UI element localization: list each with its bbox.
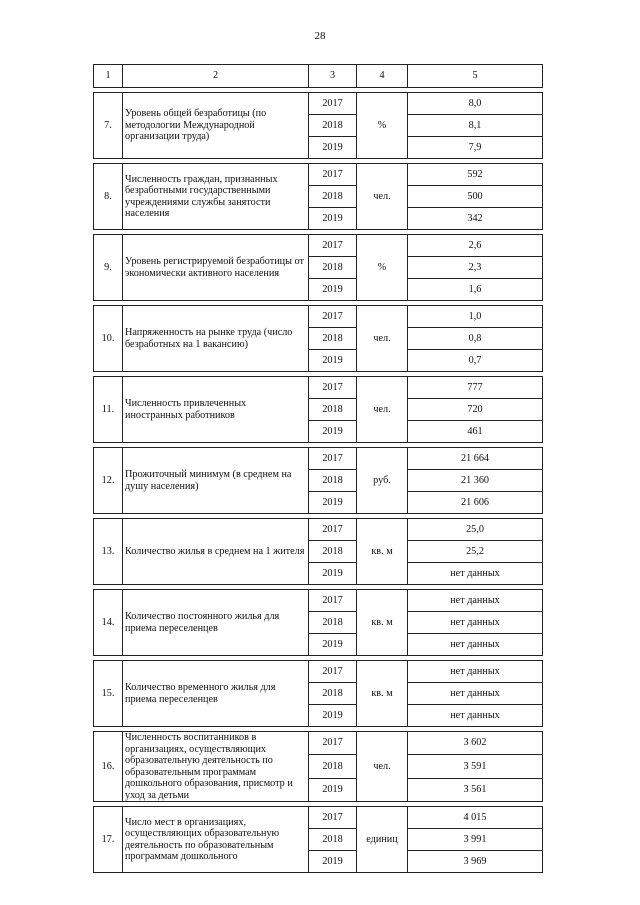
value-cell: 21 606 — [408, 492, 543, 514]
indicators-table — [93, 64, 543, 873]
table-row — [94, 235, 543, 257]
value-cell: нет данных — [408, 612, 543, 634]
value-cell: 2,6 — [408, 235, 543, 257]
indicator-number: 10. — [94, 306, 123, 372]
value-cell: 461 — [408, 421, 543, 443]
table-row — [94, 448, 543, 470]
year-cell: 2017 — [309, 590, 357, 612]
value-cell: нет данных — [408, 661, 543, 683]
year-cell: 2018 — [309, 470, 357, 492]
indicator-name: Численность граждан, признанных безработными государственными учреждениями службы занятости населения — [123, 164, 309, 230]
page-number: 28 — [314, 30, 326, 42]
year-cell: 2019 — [309, 778, 357, 801]
unit-cell: руб. — [357, 448, 408, 514]
unit-cell: кв. м — [357, 590, 408, 656]
value-cell: 342 — [408, 208, 543, 230]
value-cell: 1,6 — [408, 279, 543, 301]
indicator-number: 9. — [94, 235, 123, 301]
year-cell: 2017 — [309, 519, 357, 541]
unit-cell: кв. м — [357, 519, 408, 585]
value-cell: 4 015 — [408, 807, 543, 829]
value-cell: 777 — [408, 377, 543, 399]
table-row — [94, 661, 543, 683]
indicator-number: 12. — [94, 448, 123, 514]
value-cell: 7,9 — [408, 137, 543, 159]
year-cell: 2018 — [309, 829, 357, 851]
year-cell: 2019 — [309, 634, 357, 656]
year-cell: 2019 — [309, 137, 357, 159]
indicator-number: 7. — [94, 93, 123, 159]
indicator-name: Количество жилья в среднем на 1 жителя — [123, 519, 309, 585]
year-cell: 2019 — [309, 492, 357, 514]
indicator-number: 8. — [94, 164, 123, 230]
year-cell: 2017 — [309, 235, 357, 257]
indicator-name: Напряженность на рынке труда (число безработных на 1 вакансию) — [123, 306, 309, 372]
table-row — [94, 732, 543, 755]
indicator-number: 13. — [94, 519, 123, 585]
unit-cell: чел. — [357, 377, 408, 443]
header-cell-4: 4 — [357, 65, 408, 88]
year-cell: 2018 — [309, 541, 357, 563]
table-row — [94, 93, 543, 115]
value-cell: нет данных — [408, 563, 543, 585]
unit-cell: кв. м — [357, 661, 408, 727]
indicator-name: Количество временного жилья для приема переселенцев — [123, 661, 309, 727]
year-cell: 2018 — [309, 328, 357, 350]
indicator-name: Уровень общей безработицы (по методологии Международной организации труда) — [123, 93, 309, 159]
header-cell-5: 5 — [408, 65, 543, 88]
value-cell: 592 — [408, 164, 543, 186]
table-row — [94, 519, 543, 541]
indicator-number: 14. — [94, 590, 123, 656]
year-cell: 2018 — [309, 115, 357, 137]
year-cell: 2018 — [309, 257, 357, 279]
value-cell: нет данных — [408, 634, 543, 656]
year-cell: 2018 — [309, 612, 357, 634]
value-cell: 3 591 — [408, 755, 543, 778]
indicator-name: Численность привлеченных иностранных работников — [123, 377, 309, 443]
table-row — [94, 164, 543, 186]
indicator-number: 11. — [94, 377, 123, 443]
indicator-number: 15. — [94, 661, 123, 727]
value-cell: 21 360 — [408, 470, 543, 492]
year-cell: 2017 — [309, 807, 357, 829]
value-cell: 2,3 — [408, 257, 543, 279]
value-cell: нет данных — [408, 683, 543, 705]
value-cell: 8,0 — [408, 93, 543, 115]
indicator-name: Число мест в организациях, осуществляющих образовательную деятельность по образовательным программам дошкольного — [123, 807, 309, 873]
year-cell: 2018 — [309, 186, 357, 208]
indicator-number: 16. — [94, 732, 123, 802]
indicator-number: 17. — [94, 807, 123, 873]
year-cell: 2019 — [309, 208, 357, 230]
table-row — [94, 377, 543, 399]
value-cell: 25,2 — [408, 541, 543, 563]
year-cell: 2017 — [309, 732, 357, 755]
value-cell: 25,0 — [408, 519, 543, 541]
year-cell: 2018 — [309, 683, 357, 705]
value-cell: 3 561 — [408, 778, 543, 801]
year-cell: 2017 — [309, 448, 357, 470]
unit-cell: чел. — [357, 306, 408, 372]
value-cell: 3 969 — [408, 851, 543, 873]
indicator-name: Количество постоянного жилья для приема переселенцев — [123, 590, 309, 656]
table-row — [94, 807, 543, 829]
year-cell: 2017 — [309, 377, 357, 399]
value-cell: 0,7 — [408, 350, 543, 372]
unit-cell: чел. — [357, 732, 408, 802]
unit-cell: % — [357, 93, 408, 159]
value-cell: 720 — [408, 399, 543, 421]
indicator-name: Уровень регистрируемой безработицы от экономически активного населения — [123, 235, 309, 301]
value-cell: 3 602 — [408, 732, 543, 755]
year-cell: 2019 — [309, 705, 357, 727]
value-cell: нет данных — [408, 590, 543, 612]
value-cell: нет данных — [408, 705, 543, 727]
value-cell: 21 664 — [408, 448, 543, 470]
year-cell: 2019 — [309, 421, 357, 443]
value-cell: 8,1 — [408, 115, 543, 137]
year-cell: 2017 — [309, 164, 357, 186]
year-cell: 2019 — [309, 563, 357, 585]
year-cell: 2019 — [309, 851, 357, 873]
year-cell: 2019 — [309, 350, 357, 372]
table-header-row — [94, 65, 543, 88]
year-cell: 2018 — [309, 399, 357, 421]
unit-cell: чел. — [357, 164, 408, 230]
unit-cell: единиц — [357, 807, 408, 873]
year-cell: 2018 — [309, 755, 357, 778]
indicator-name: Прожиточный минимум (в среднем на душу населения) — [123, 448, 309, 514]
header-cell-2: 2 — [123, 65, 309, 88]
indicator-name: Численность воспитанников в организациях, осуществляющих образовательную деятельность по образовательным программам дошкольного образования, присмотр и уход за детьми — [123, 732, 309, 802]
value-cell: 0,8 — [408, 328, 543, 350]
value-cell: 500 — [408, 186, 543, 208]
header-cell-1: 1 — [94, 65, 123, 88]
year-cell: 2017 — [309, 661, 357, 683]
table-row — [94, 306, 543, 328]
table-row — [94, 590, 543, 612]
year-cell: 2017 — [309, 93, 357, 115]
unit-cell: % — [357, 235, 408, 301]
value-cell: 1,0 — [408, 306, 543, 328]
header-cell-3: 3 — [309, 65, 357, 88]
value-cell: 3 991 — [408, 829, 543, 851]
year-cell: 2019 — [309, 279, 357, 301]
year-cell: 2017 — [309, 306, 357, 328]
